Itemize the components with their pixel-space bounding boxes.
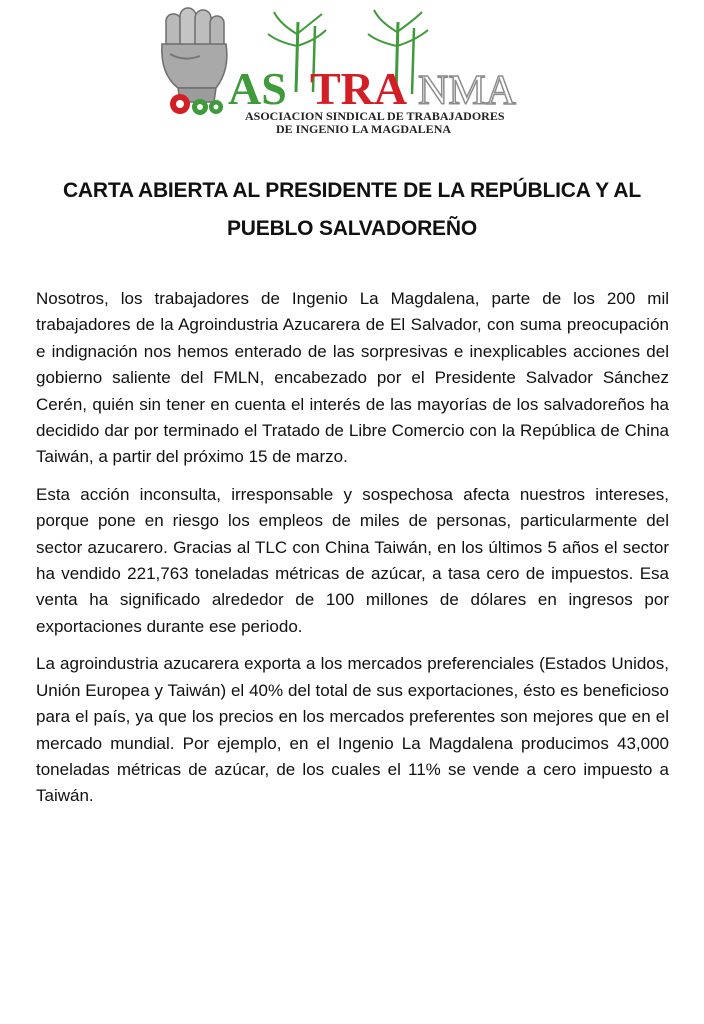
logo-org-name-line2: DE INGENIO LA MAGDALENA	[276, 122, 452, 136]
raised-fist-icon	[162, 8, 227, 102]
logo-acronym-nma: NMA	[418, 68, 517, 114]
paragraph-1: Nosotros, los trabajadores de Ingenio La Magdalena, parte de los 200 mil trabajadores de la Agroindustria Azucarera de El Salvador, con suma preocupación e indignación nos hemos enterado de las sorpresivas e inexplicables acciones del gobierno saliente del FMLN, encabezado por el Presidente Salvador Sánchez Cerén, quién sin tener en cuenta el interés de las mayorías de los salvadoreños ha decidido dar por terminado el Tratado de Libre Comercio con la República de China Taiwán, a partir del próximo 15 de marzo.	[36, 289, 669, 467]
logo-org-name-line1: ASOCIACION SINDICAL DE TRABAJADORES	[245, 109, 505, 123]
logo-acronym-tra: TRA	[310, 63, 408, 114]
paragraph-2: Esta acción inconsulta, irresponsable y sospechosa afecta nuestros intereses, porque pone en riesgo los empleos de miles de personas, particularmente del sector azucarero. Gracias al TLC con China Taiwán, en los últimos 5 años el sector ha vendido 221,763 toneladas métricas de azúcar, a tasa cero de impuestos. Esa venta ha significado alrededor de 100 millones de dólares en ingresos por exportaciones durante ese periodo.	[36, 484, 669, 636]
logo-acronym-as: AS	[228, 63, 287, 114]
union-logo-graphic	[150, 4, 530, 136]
union-logo	[150, 4, 530, 136]
paragraph-3: La agroindustria azucarera exporta a los mercados preferenciales (Estados Unidos, Unión Europea y Taiwán) el 40% del total de sus exportaciones, ésto es beneficioso para el país, ya que los precios en los mercados preferentes son mejores que en el mercado mundial. Por ejemplo, en el Ingenio La Magdalena producimos 43,000 toneladas métricas de azúcar, de los cuales el 11% se vende a cero impuesto a Taiwán.	[36, 654, 669, 806]
letter-title	[30, 172, 674, 248]
letter-title-line2: PUEBLO SALVADOREÑO	[227, 217, 477, 240]
letter-title-line1: CARTA ABIERTA AL PRESIDENTE DE LA REPÚBLICA Y AL	[62, 179, 642, 202]
letter-body	[36, 286, 669, 821]
